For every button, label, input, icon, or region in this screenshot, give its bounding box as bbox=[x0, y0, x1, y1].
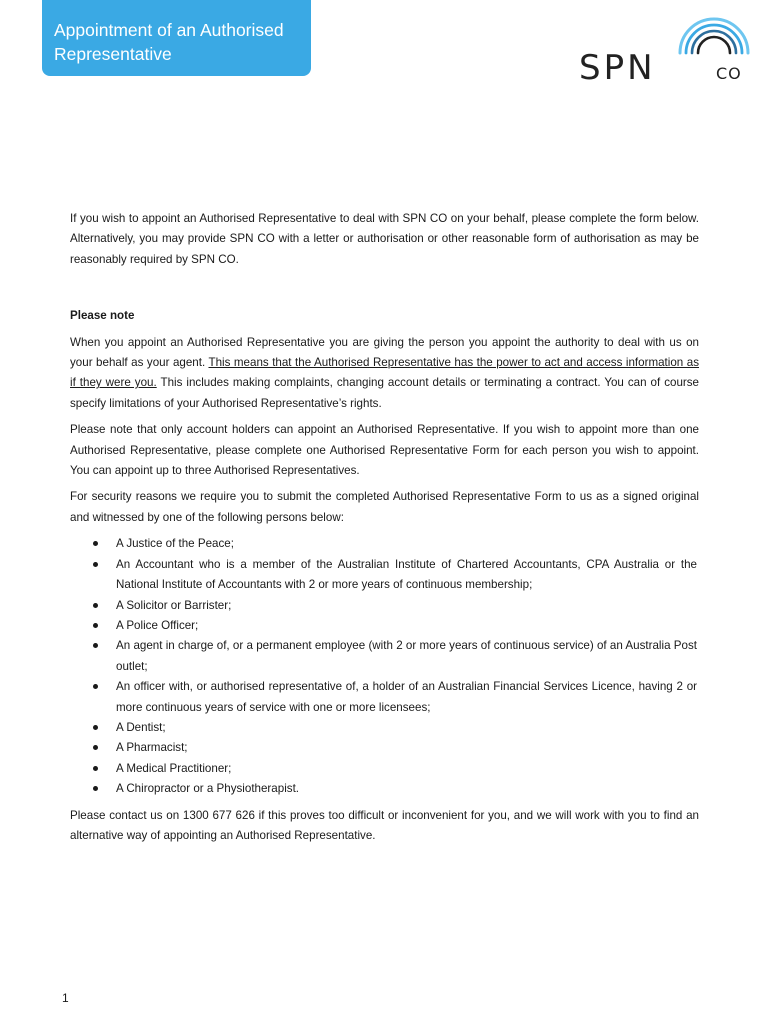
page-number: 1 bbox=[62, 991, 69, 1005]
logo-wordmark: SPN bbox=[579, 48, 656, 84]
bullet-icon bbox=[93, 562, 98, 567]
bullet-icon bbox=[93, 623, 98, 628]
list-item: An Accountant who is a member of the Australian Institute of Chartered Accountants, CPA Australia or the National Institute of Accountants with 2 or more years of continuous membership; bbox=[70, 555, 699, 596]
bullet-icon bbox=[93, 786, 98, 791]
list-item: A Solicitor or Barrister; bbox=[70, 596, 699, 616]
list-item: A Chiropractor or a Physiotherapist. bbox=[70, 779, 699, 799]
bullet-icon bbox=[93, 541, 98, 546]
please-note-heading: Please note bbox=[70, 309, 135, 323]
bullet-icon bbox=[93, 643, 98, 648]
list-item: A Dentist; bbox=[70, 718, 699, 738]
bullet-icon bbox=[93, 603, 98, 608]
witness-list bbox=[70, 534, 699, 799]
list-item: A Justice of the Peace; bbox=[70, 534, 699, 554]
bullet-icon bbox=[93, 766, 98, 771]
spn-co-logo bbox=[576, 8, 754, 84]
intro-paragraph: If you wish to appoint an Authorised Representative to deal with SPN CO on your behalf, please complete the form below. Alternatively, you may provide SPN CO with a letter or authorisation or other reasonable form of authorisation as may be reasonably required by SPN CO. bbox=[70, 212, 699, 266]
list-item: A Pharmacist; bbox=[70, 738, 699, 758]
logo-subtext: CO bbox=[716, 64, 742, 83]
list-item: A Police Officer; bbox=[70, 616, 699, 636]
list-item: A Medical Practitioner; bbox=[70, 759, 699, 779]
contact-paragraph: Please contact us on 1300 677 626 if this proves too difficult or inconvenient for you, and we will work with you to find an alternative way of appointing an Authorised Representative. bbox=[70, 808, 699, 842]
security-paragraph: For security reasons we require you to submit the completed Authorised Representative Form to us as a signed original and witnessed by one of the following persons below: bbox=[70, 490, 699, 524]
authority-underlined-text: This means that the Authorised Representative has the power to act and access information as if they were you. bbox=[70, 356, 699, 390]
list-item: An officer with, or authorised representative of, a holder of an Australian Financial Services Licence, having 2 or more continuous years of service with one or more licensees; bbox=[70, 677, 699, 718]
document-title-line-2: Representative bbox=[54, 44, 172, 64]
authority-text-continued: This includes making complaints, changing account details or terminating a contract. You can of course specify limitations of your Authorised Representative’s rights. bbox=[70, 376, 699, 410]
document-title-line-1: Appointment of an Authorised bbox=[54, 20, 284, 40]
document-body bbox=[70, 209, 699, 852]
authority-text: When you appoint an Authorised Representative you are giving the person you appoint the authority to deal with us on your behalf as your agent. bbox=[70, 335, 699, 370]
bullet-icon bbox=[93, 725, 98, 730]
account-holders-paragraph: Please note that only account holders can appoint an Authorised Representative. If you wish to appoint more than one Authorised Representative, please complete one Authorised Representative Form for each person you wish to appoint. You can appoint up to three Authorised Representatives. bbox=[70, 423, 699, 478]
list-item: An agent in charge of, or a permanent employee (with 2 or more years of continuous service) of an Australia Post outlet; bbox=[70, 636, 699, 677]
bullet-icon bbox=[93, 684, 98, 689]
bullet-icon bbox=[93, 745, 98, 750]
appointment-authority-paragraph bbox=[70, 333, 699, 415]
title-banner bbox=[42, 0, 311, 76]
signal-arcs-icon bbox=[680, 19, 748, 53]
